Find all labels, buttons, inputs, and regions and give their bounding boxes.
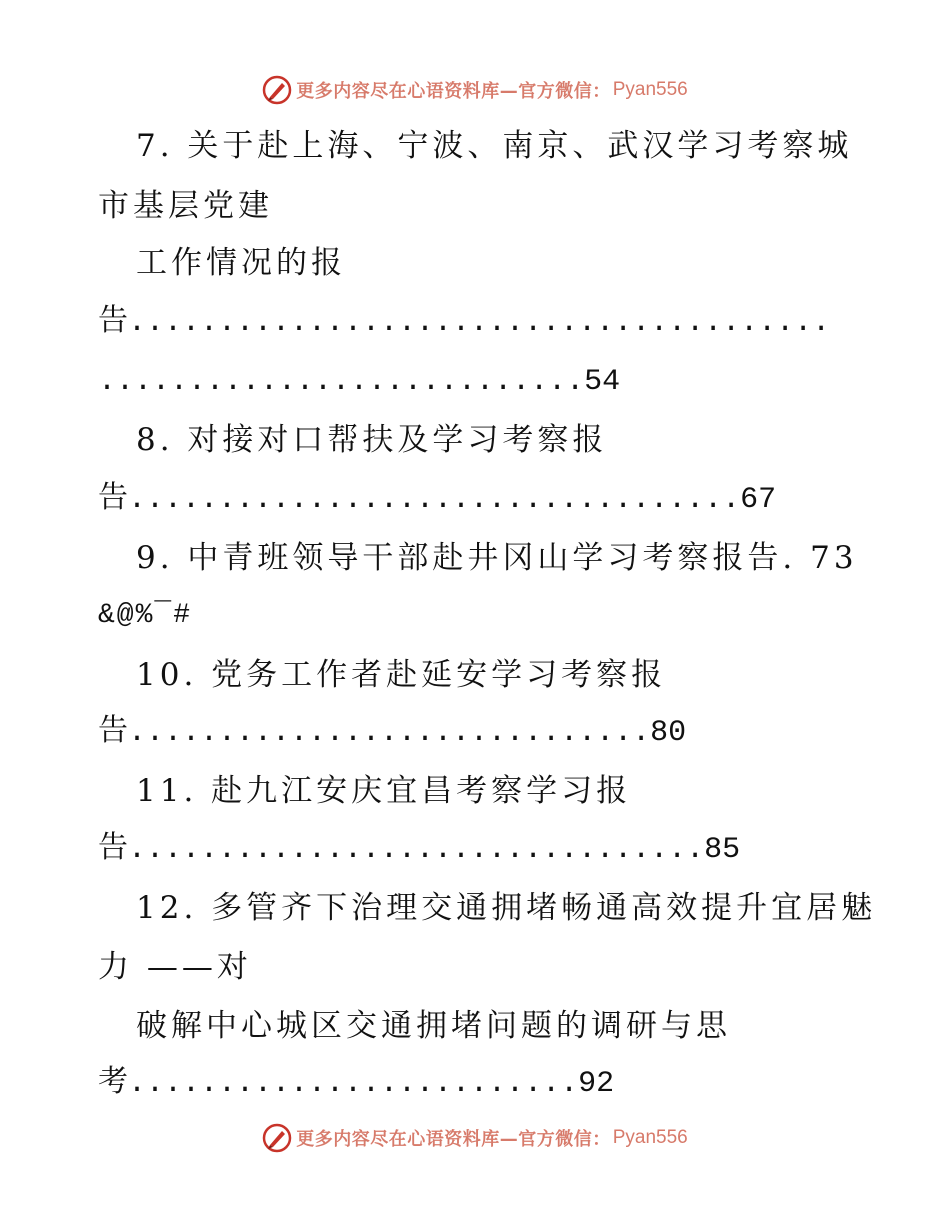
header-watermark: [0, 70, 950, 110]
toc-line-8-page: 告..................................67: [98, 483, 777, 517]
toc-line-9-title: 9. 中青班领导干部赴井冈山学习考察报告. 73: [136, 540, 858, 576]
toc-line-11-page: 告................................85: [98, 833, 741, 867]
watermark-id: Pyan556: [612, 1127, 688, 1148]
pen-logo-icon: [262, 1123, 292, 1153]
toc-line-7-title: 7. 关于赴上海、宁波、南京、武汉学习考察城: [136, 128, 853, 164]
watermark-id: Pyan556: [612, 79, 688, 100]
toc-line-10-page: 告.............................80: [98, 716, 687, 750]
toc-line-symbols: &@%¯#: [98, 600, 193, 631]
watermark-text: 更多内容尽在心语资料库—官方微信：: [296, 81, 611, 102]
toc-line-8-title: 8. 对接对口帮扶及学习考察报: [136, 422, 608, 458]
toc-line-12-title-cont2: 破解中心城区交通拥堵问题的调研与思: [136, 1008, 731, 1044]
toc-line-7-title-cont: 市基层党建: [98, 188, 273, 224]
toc-line-12-title: 12. 多管齐下治理交通拥堵畅通高效提升宜居魅: [136, 890, 877, 926]
toc-line-7-title-cont2: 工作情况的报: [136, 245, 346, 281]
toc-line-10-title: 10. 党务工作者赴延安学习考察报: [136, 657, 667, 693]
toc-line-12-title-cont: 力 ——对: [98, 949, 252, 985]
toc-line-12-page: 考.........................92: [98, 1067, 615, 1101]
toc-line-7-leader: 告.......................................: [98, 306, 831, 340]
pen-logo-icon: [262, 75, 292, 105]
footer-watermark: [0, 1118, 950, 1158]
watermark-text: 更多内容尽在心语资料库—官方微信：: [296, 1129, 611, 1150]
toc-line-11-title: 11. 赴九江安庆宜昌考察学习报: [136, 773, 632, 809]
toc-line-7-page: ...........................54: [98, 365, 621, 399]
